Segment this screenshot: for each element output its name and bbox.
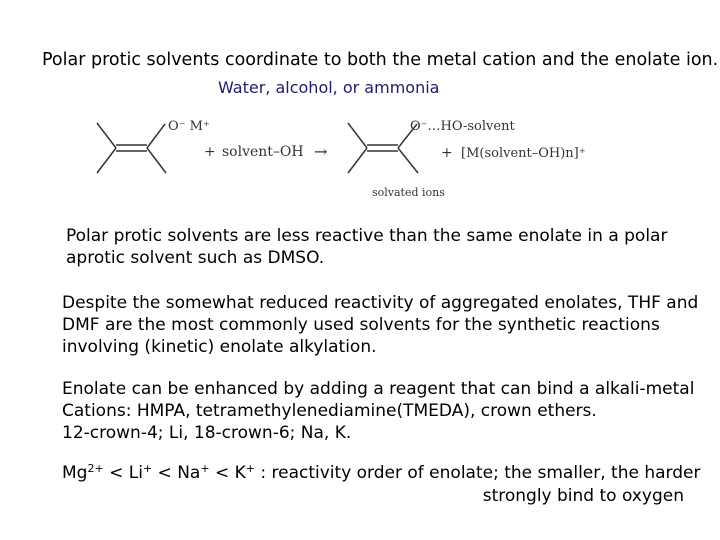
reaction-scheme — [0, 0, 720, 215]
product-label: O⁻…HO-solvent — [410, 119, 515, 134]
paragraph-2 — [62, 292, 698, 358]
paragraph-3 — [62, 378, 694, 444]
product-structure — [348, 123, 418, 173]
li-charge: + — [142, 462, 153, 475]
reactant-label: O⁻ M⁺ — [168, 119, 210, 134]
solvent-label: solvent–OH — [222, 144, 304, 160]
mg-charge: 2+ — [87, 462, 104, 475]
paragraph-3-line: 12-crown-4; Li, 18-crown-6; Na, K. — [62, 423, 352, 443]
subheading: Water, alcohol, or ammonia — [218, 78, 440, 97]
reactivity-order — [62, 463, 700, 483]
na-symbol: < Na — [152, 463, 201, 483]
paragraph-1-line: aprotic solvent such as DMSO. — [66, 248, 325, 268]
k-charge: + — [245, 462, 255, 475]
reactant-structure — [97, 123, 166, 173]
li-symbol: < Li — [103, 463, 143, 483]
solvated-metal-label: [M(solvent–OH)n]⁺ — [461, 146, 586, 161]
k-symbol: < K — [209, 463, 246, 483]
reaction-arrow: → — [314, 142, 328, 161]
paragraph-2-line: involving (kinetic) enolate alkylation. — [62, 337, 377, 357]
paragraph-2-line: Despite the somewhat reduced reactivity of aggregated enolates, THF and — [62, 293, 699, 313]
paragraph-2-line: DMF are the most commonly used solvents for the synthetic reactions — [62, 315, 660, 335]
solvated-ions-caption: solvated ions — [372, 186, 445, 199]
reactivity-text: : reactivity order of enolate; the smaller, the harder — [254, 463, 701, 483]
reactivity-line-2: strongly bind to oxygen — [482, 486, 684, 506]
na-charge: + — [200, 462, 210, 475]
paragraph-3-line: Cations: HMPA, tetramethylenediamine(TMEDA), crown ethers. — [62, 401, 597, 421]
heading: Polar protic solvents coordinate to both the metal cation and the enolate ion. — [42, 50, 719, 70]
paragraph-1 — [66, 225, 667, 269]
plus-sign-2: + — [441, 145, 453, 161]
paragraph-3-line: Enolate can be enhanced by adding a reagent that can bind a alkali-metal — [62, 379, 695, 399]
paragraph-1-line: Polar protic solvents are less reactive than the same enolate in a polar — [66, 226, 668, 246]
mg-symbol: Mg — [62, 463, 88, 483]
plus-sign: + — [204, 144, 216, 160]
